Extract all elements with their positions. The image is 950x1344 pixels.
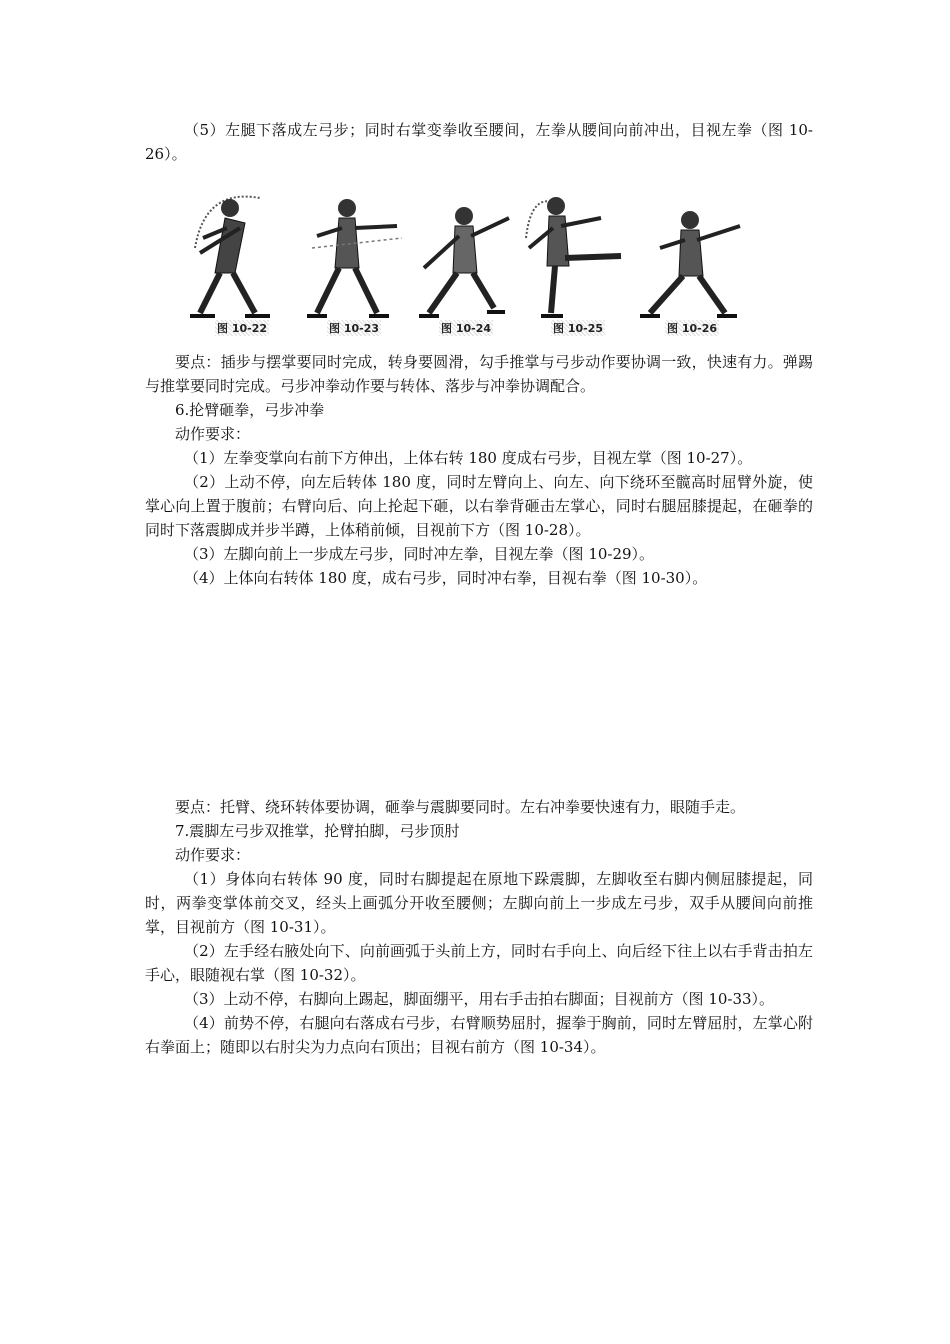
step-item: （1）左拳变掌向右前下方伸出，上体右转 180 度成右弓步，目视左掌（图 10-27）。 [184, 449, 753, 467]
step-item: （4）上体向右转体 180 度，成右弓步，同时冲右拳，目视右拳（图 10-30）。 [184, 569, 708, 587]
figure-label: 图 10-24 [441, 322, 492, 335]
martial-arts-pose-1-icon [185, 178, 295, 328]
section-heading-7: 7.震脚左弓步双推掌，抡臂拍脚，弓步顶肘 [175, 822, 460, 840]
document-page [145, 118, 813, 1059]
figure-10-23 [297, 178, 407, 338]
martial-arts-pose-5-icon [635, 178, 745, 328]
martial-arts-pose-4-icon [521, 178, 631, 328]
martial-arts-pose-3-icon [409, 178, 519, 328]
step-item: （2）上动不停，向左后转体 180 度，同时左臂向上、向左、向下绕环至髋高时屈臂外旋，使掌心向上置于腹前；右臂向后、向上抡起下砸，以右拳背砸击左掌心，同时右腿屈膝提起，在砸拳的同时下落震脚成并步半蹲，上体稍前倾，目视前下方（图 10-28）。 [145, 473, 813, 539]
section-heading-6: 6.抡臂砸拳，弓步冲拳 [175, 401, 325, 419]
step-item: （4）前势不停，右腿向右落成右弓步，右臂顺势屈肘，握拳于胸前，同时左臂屈肘，左掌心附右拳面上；随即以右肘尖为力点向右顶出；目视右前方（图 10-34）。 [145, 1014, 813, 1056]
requirements-label-1: 动作要求： [175, 425, 251, 443]
figure-label: 图 10-23 [329, 322, 380, 335]
keypoints-paragraph-1: 要点：插步与摆掌要同时完成，转身要圆滑，勾手推掌与弓步动作要协调一致，快速有力。弹踢与推掌要同时完成。弓步冲拳动作要与转体、落步与冲拳协调配合。 [145, 353, 813, 395]
figure-label: 图 10-25 [553, 322, 604, 335]
step-item: （1）身体向右转体 90 度，同时右脚提起在原地下跺震脚，左脚收至右脚内侧屈膝提起，同时，两拳变掌体前交叉，经头上画弧分开收至腰侧；左脚向前上一步成左弓步，双手从腰间向前推掌，目视前方（图 10-31）。 [145, 870, 813, 936]
martial-arts-pose-2-icon [297, 178, 407, 328]
figure-10-22 [185, 178, 295, 338]
step-item: （2）左手经右腋处向下、向前画弧于头前上方，同时右手向上、向后经下往上以右手背击拍左手心，眼随视右掌（图 10-32）。 [145, 942, 813, 984]
figure-10-26 [635, 178, 745, 338]
step-item: （3）左脚向前上一步成左弓步，同时冲左拳，目视左拳（图 10-29）。 [184, 545, 655, 563]
figure-10-24 [409, 178, 519, 338]
paragraph-step5: （5）左腿下落成左弓步；同时右掌变拳收至腰间，左拳从腰间向前冲出，目视左拳（图 10-26）。 [145, 121, 813, 163]
keypoints-paragraph-2: 要点：托臂、绕环转体要协调，砸拳与震脚要同时。左右冲拳要快速有力，眼随手走。 [175, 798, 746, 816]
figure-10-25 [521, 178, 631, 338]
figure-label: 图 10-22 [217, 322, 268, 335]
requirements-label-2: 动作要求： [175, 846, 251, 864]
blank-space [145, 590, 813, 795]
figure-label: 图 10-26 [667, 322, 718, 335]
step-item: （3）上动不停，右脚向上踢起，脚面绷平，用右手击拍右脚面；目视前方（图 10-33）。 [184, 990, 775, 1008]
figure-strip [185, 178, 745, 338]
